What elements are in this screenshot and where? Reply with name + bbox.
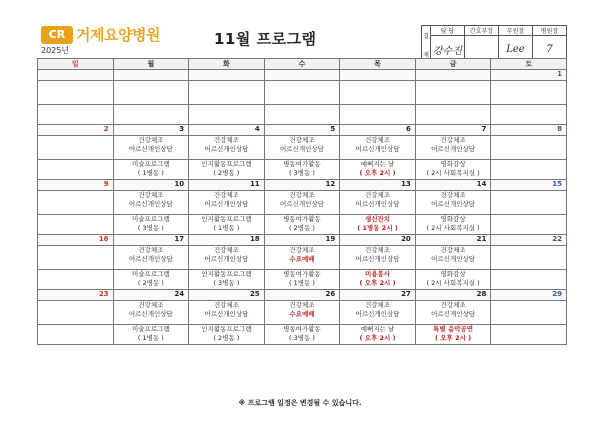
activity-row-top: [38, 81, 567, 105]
activity-cell: [491, 270, 567, 290]
activity-cell: [264, 191, 340, 215]
activity-cell: [340, 301, 416, 325]
activity-text: 건강체조: [138, 246, 164, 254]
activity-row-top: [38, 191, 567, 215]
activity-text: ( 1병동 ): [289, 279, 315, 287]
day-number: [264, 70, 340, 81]
activity-text: 어르신개인상담: [279, 200, 324, 208]
activity-text: ( 3병동 ): [289, 334, 315, 342]
approval-side-top: 결: [423, 32, 429, 40]
day-number: 2: [38, 125, 114, 136]
activity-cell: [113, 160, 189, 180]
activity-cell: [340, 246, 416, 270]
activity-cell: [491, 105, 567, 125]
activity-cell: [113, 105, 189, 125]
day-number: 5: [264, 125, 340, 136]
activity-text: 건강체조: [213, 136, 239, 144]
activity-cell: [264, 325, 340, 345]
activity-cell: [38, 136, 114, 160]
activity-cell: [415, 270, 491, 290]
approval-signature: 강수진: [431, 36, 465, 64]
activity-text: 건강체조: [138, 191, 164, 199]
activity-cell: [189, 325, 265, 345]
activity-text: 어르신개인상담: [204, 255, 249, 263]
activity-cell: [189, 160, 265, 180]
activity-text: 건강체조: [213, 191, 239, 199]
activity-text: 영화감상: [440, 270, 466, 278]
weekday-label: 화: [189, 59, 265, 70]
weekday-label: 금: [415, 59, 491, 70]
activity-cell: [189, 301, 265, 325]
day-number: 11: [189, 180, 265, 191]
activity-cell: [415, 105, 491, 125]
activity-row-top: [38, 301, 567, 325]
day-number: 27: [340, 290, 416, 301]
activity-cell: [340, 325, 416, 345]
activity-text: ( 3병동 ): [213, 279, 240, 287]
activity-cell: [264, 160, 340, 180]
activity-text: ( 2병동 ): [213, 169, 240, 177]
approval-signature: 7: [533, 36, 567, 64]
activity-cell: [113, 270, 189, 290]
year-label: 2025년: [41, 46, 70, 55]
activity-cell: [113, 301, 189, 325]
activity-cell: [491, 160, 567, 180]
day-number: 6: [340, 125, 416, 136]
activity-text: ( 2병동 ): [289, 224, 315, 232]
week-row: [38, 125, 567, 136]
week-row: [38, 290, 567, 301]
day-number: 9: [38, 180, 114, 191]
activity-text: ( 3병동 ): [289, 169, 315, 177]
activity-cell: [264, 215, 340, 235]
activity-text: 건강체조: [138, 136, 164, 144]
day-number: 25: [189, 290, 265, 301]
page-title: 11월 프로그램: [214, 30, 317, 48]
activity-cell: [38, 160, 114, 180]
activity-row-top: [38, 246, 567, 270]
activity-text: ( 오후 2시 ): [435, 334, 472, 342]
activity-text: 예뻐지는 날: [360, 160, 395, 168]
activity-cell: [415, 191, 491, 215]
activity-text: 미용봉사: [364, 270, 391, 278]
day-number: 3: [113, 125, 189, 136]
day-number: [113, 70, 189, 81]
activity-cell: [264, 105, 340, 125]
activity-text: 건강체조: [440, 301, 466, 309]
activity-text: ( 3병동 ): [137, 224, 164, 232]
activity-text: 어르신개인상담: [128, 310, 173, 318]
activity-text: 어르신개인상담: [355, 145, 400, 153]
activity-cell: [189, 191, 265, 215]
activity-text: 건강체조: [440, 191, 466, 199]
activity-text: 영화감상: [440, 160, 466, 168]
week-row: [38, 180, 567, 191]
activity-text: ( 2시 사회복지실 ): [426, 224, 480, 232]
activity-cell: [491, 246, 567, 270]
day-number: [38, 70, 114, 81]
activity-cell: [415, 215, 491, 235]
activity-cell: [415, 301, 491, 325]
activity-row-top: [38, 136, 567, 160]
activity-text: ( 2시 사회복지실 ): [426, 279, 480, 287]
activity-text: 건강체조: [364, 246, 391, 254]
activity-text: 영화감상: [440, 215, 466, 223]
activity-cell: [189, 105, 265, 125]
activity-cell: [415, 246, 491, 270]
activity-text: 건강체조: [289, 246, 315, 254]
footer-note: ※ 프로그램 일정은 변경될 수 있습니다.: [238, 399, 362, 407]
day-number: [340, 70, 416, 81]
activity-text: 건강체조: [138, 301, 164, 309]
activity-text: 건강체조: [440, 246, 466, 254]
approval-role: 담 당: [431, 26, 465, 36]
activity-text: ( 오후 2시 ): [359, 334, 396, 342]
activity-cell: [415, 81, 491, 105]
activity-cell: [38, 246, 114, 270]
activity-cell: [491, 136, 567, 160]
day-number: 14: [415, 180, 491, 191]
activity-cell: [113, 191, 189, 215]
activity-text: ( 2시 사회복지실 ): [426, 169, 480, 177]
activity-text: 건강체조: [289, 301, 315, 309]
day-number: 21: [415, 235, 491, 246]
activity-text: 어르신개인상담: [204, 310, 249, 318]
activity-cell: [491, 191, 567, 215]
activity-cell: [38, 215, 114, 235]
activity-text: 미술프로그램: [132, 160, 170, 168]
activity-cell: [189, 81, 265, 105]
day-number: 1: [491, 70, 567, 81]
activity-text: 미술프로그램: [132, 270, 170, 278]
hospital-logo: [41, 24, 160, 45]
activity-text: 어르신개인상담: [431, 145, 476, 153]
day-number: 10: [113, 180, 189, 191]
activity-cell: [113, 136, 189, 160]
activity-cell: [264, 246, 340, 270]
approval-signature: Lee: [499, 36, 533, 64]
activity-text: 건강체조: [289, 136, 315, 144]
day-number: 28: [415, 290, 491, 301]
weekday-label: 월: [113, 59, 189, 70]
activity-text: ( 1병동 ): [213, 224, 240, 232]
activity-cell: [113, 81, 189, 105]
activity-cell: [264, 81, 340, 105]
activity-text: 병동여가활동: [283, 270, 321, 278]
activity-cell: [491, 215, 567, 235]
day-number: 18: [189, 235, 265, 246]
activity-text: 어르신개인상담: [431, 200, 476, 208]
activity-text: 건강체조: [364, 191, 391, 199]
activity-text: 병동여가활동: [283, 325, 321, 333]
day-number: 23: [38, 290, 114, 301]
activity-text: 인지활동프로그램: [201, 325, 252, 333]
activity-cell: [189, 246, 265, 270]
activity-cell: [415, 160, 491, 180]
day-number: 29: [491, 290, 567, 301]
activity-text: 예뻐지는 날: [360, 325, 395, 333]
day-number: 20: [340, 235, 416, 246]
activity-text: 어르신개인상담: [279, 145, 324, 153]
approval-role: 부원장: [499, 26, 533, 36]
activity-cell: [340, 191, 416, 215]
day-number: 17: [113, 235, 189, 246]
day-number: 4: [189, 125, 265, 136]
activity-cell: [38, 191, 114, 215]
approval-side-bottom: 재: [423, 51, 429, 59]
weekday-label: 목: [340, 59, 416, 70]
activity-cell: [38, 105, 114, 125]
activity-cell: [264, 136, 340, 160]
activity-text: ( 오후 2시 ): [359, 279, 396, 287]
activity-cell: [113, 246, 189, 270]
activity-text: 어르신개인상담: [204, 145, 249, 153]
activity-text: 어르신개인상담: [355, 310, 400, 318]
activity-cell: [491, 325, 567, 345]
activity-text: 특별 음악공연: [433, 325, 474, 333]
activity-text: 어르신개인상담: [128, 255, 173, 263]
activity-text: 병동여가활동: [283, 215, 321, 223]
hospital-name: 거제요양병원: [76, 26, 160, 44]
activity-text: 미술프로그램: [132, 215, 170, 223]
activity-cell: [340, 215, 416, 235]
day-number: 24: [113, 290, 189, 301]
activity-cell: [38, 270, 114, 290]
activity-text: 건강체조: [364, 136, 391, 144]
activity-text: 생신잔치: [364, 215, 391, 223]
day-number: 15: [491, 180, 567, 191]
activity-text: 병동여가활동: [283, 160, 321, 168]
activity-text: 건강체조: [213, 246, 239, 254]
activity-text: 어르신개인상담: [355, 255, 400, 263]
activity-cell: [189, 215, 265, 235]
day-number: 12: [264, 180, 340, 191]
activity-cell: [38, 301, 114, 325]
day-number: 26: [264, 290, 340, 301]
activity-cell: [264, 301, 340, 325]
activity-text: ( 오후 2시 ): [359, 169, 396, 177]
activity-text: ( 1병동 ): [137, 334, 164, 342]
activity-text: 수요예배: [289, 310, 315, 318]
day-number: 8: [491, 125, 567, 136]
activity-text: 어르신개인상담: [355, 200, 400, 208]
activity-text: 어르신개인상담: [431, 255, 476, 263]
activity-cell: [340, 81, 416, 105]
day-number: [189, 70, 265, 81]
weekday-label: 토: [491, 59, 567, 70]
weekday-label: 수: [264, 59, 340, 70]
activity-text: ( 2병동 ): [213, 334, 240, 342]
activity-text: 어르신개인상담: [431, 310, 476, 318]
activity-text: 인지활동프로그램: [201, 160, 252, 168]
activity-cell: [38, 325, 114, 345]
activity-row-bottom: [38, 160, 567, 180]
activity-cell: [491, 81, 567, 105]
week-row: [38, 235, 567, 246]
activity-cell: [189, 270, 265, 290]
activity-cell: [189, 136, 265, 160]
weekday-header: [38, 59, 567, 70]
day-number: 19: [264, 235, 340, 246]
program-calendar: [37, 58, 567, 345]
activity-row-bottom: [38, 215, 567, 235]
activity-cell: [264, 270, 340, 290]
day-number: 13: [340, 180, 416, 191]
activity-text: ( 1병동 2시 ): [357, 224, 398, 232]
activity-text: 어르신개인상담: [204, 200, 249, 208]
activity-text: 건강체조: [289, 191, 315, 199]
activity-cell: [340, 270, 416, 290]
day-number: 16: [38, 235, 114, 246]
weekday-label: 일: [38, 59, 114, 70]
activity-text: 인지활동프로그램: [201, 215, 252, 223]
activity-row-bottom: [38, 325, 567, 345]
activity-text: 건강체조: [213, 301, 239, 309]
activity-cell: [340, 136, 416, 160]
activity-cell: [113, 325, 189, 345]
approval-role: 병원장: [533, 26, 567, 36]
activity-cell: [415, 136, 491, 160]
activity-text: 인지활동프로그램: [201, 270, 252, 278]
day-number: 7: [415, 125, 491, 136]
activity-text: ( 1병동 ): [137, 169, 164, 177]
activity-text: 건강체조: [440, 136, 466, 144]
activity-row-bottom: [38, 270, 567, 290]
activity-text: 어르신개인상담: [128, 145, 173, 153]
activity-cell: [340, 160, 416, 180]
activity-text: 건강체조: [364, 301, 391, 309]
activity-cell: [415, 325, 491, 345]
activity-text: 미술프로그램: [132, 325, 170, 333]
activity-text: ( 2병동 ): [137, 279, 164, 287]
activity-cell: [113, 215, 189, 235]
activity-cell: [38, 81, 114, 105]
activity-text: 어르신개인상담: [128, 200, 173, 208]
day-number: 22: [491, 235, 567, 246]
activity-text: 수요예배: [289, 255, 315, 263]
activity-cell: [340, 105, 416, 125]
activity-cell: [491, 301, 567, 325]
week-row: [38, 70, 567, 81]
day-number: [415, 70, 491, 81]
activity-row-bottom: [38, 105, 567, 125]
logo-icon: CR: [41, 26, 73, 44]
approval-role: 간호부장: [465, 26, 499, 36]
